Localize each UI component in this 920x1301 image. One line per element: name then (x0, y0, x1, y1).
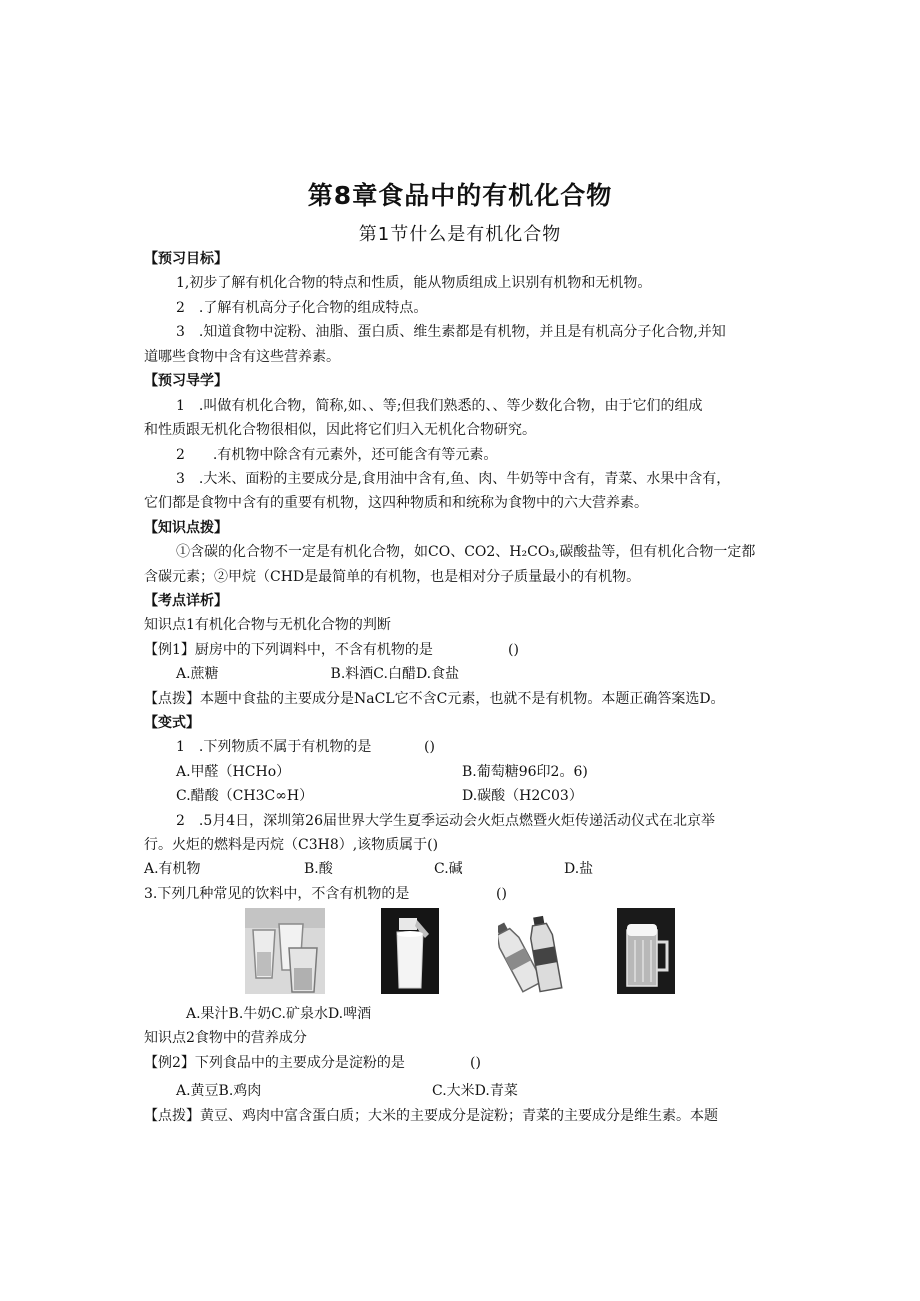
variation-1-option-b: B.葡萄糖96印2。6) (462, 764, 588, 780)
tips-line-1: ①含碳的化合物不一定是有机化合物，如CO、CO2、H₂CO₃,碳酸盐等，但有机化合物一定都 (176, 544, 756, 560)
guide-3-line-1: 3 .大米、面粉的主要成分是,食用油中含有,鱼、肉、牛奶等中含有，青菜、水果中含有， (176, 471, 731, 487)
variation-1-option-d: D.碳酸（H2C03） (462, 788, 583, 804)
knowledge-point-2: 知识点2食物中的营养成分 (144, 1030, 307, 1046)
guide-1-line-1: 1 .叫做有机化合物，简称,如、、等;但我们熟悉的、、等少数化合物，由于它们的组成 (176, 398, 703, 414)
variation-2-option-a: A.有机物 (144, 861, 201, 877)
variation-3-answer-blank: () (496, 886, 507, 902)
example-2-tip: 【点拨】黄豆、鸡肉中富含蛋白质；大米的主要成分是淀粉；青菜的主要成分是维生素。本题 (144, 1108, 718, 1124)
example-1-options: A.蔗糖 B.料酒C.白醋D.食盐 (176, 666, 460, 682)
variation-1-question: 1 .下列物质不属于有机物的是 (176, 739, 372, 755)
mineral-water-image (498, 908, 566, 994)
variation-2-option-d: D.盐 (564, 861, 594, 877)
guide-2: 2 .有机物中除含有元素外，还可能含有等元素。 (176, 447, 498, 463)
example-1-question: 【例1】厨房中的下列调料中，不含有机物的是 (144, 642, 433, 658)
goal-2: 2 .了解有机高分子化合物的组成特点。 (176, 300, 428, 316)
example-2-options-cd: C.大米D.青菜 (432, 1083, 518, 1099)
heading-variation: 【变式】 (144, 715, 200, 731)
heading-preview-goals: 【预习目标】 (144, 251, 228, 267)
section-title: 第1节什么是有机化合物 (358, 224, 562, 245)
guide-1-line-2: 和性质跟无机化合物很相似，因此将它们归入无机化合物研究。 (144, 422, 536, 438)
tips-line-2: 含碳元素；②甲烷（CHD是最简单的有机物，也是相对分子质量最小的有机物。 (144, 569, 641, 585)
goal-3-line-2: 道哪些食物中含有这些营养素。 (144, 349, 340, 365)
variation-3-options: A.果汁B.牛奶C.矿泉水D.啤酒 (186, 1006, 372, 1022)
variation-1-option-c: C.醋酸（CH3C∞H） (176, 788, 314, 804)
knowledge-point-1: 知识点1有机化合物与无机化合物的判断 (144, 617, 391, 633)
variation-2-line-1: 2 .5月4日，深圳第26届世界大学生夏季运动会火炬点燃暨火炬传递活动仪式在北京举 (176, 813, 715, 829)
heading-preview-guide: 【预习导学】 (144, 373, 228, 389)
variation-3-question: 3.下列几种常见的饮料中，不含有机物的是 (144, 886, 410, 902)
variation-2-option-c: C.碱 (434, 861, 463, 877)
variation-1-option-a: A.甲醛（HCHo） (176, 764, 291, 780)
example-1-answer-blank: () (508, 642, 519, 658)
goal-3-line-1: 3 .知道食物中淀粉、油脂、蛋白质、维生素都是有机物，并且是有机高分子化合物,并知 (176, 324, 726, 340)
guide-3-line-2: 它们都是食物中含有的重要有机物，这四种物质和和统称为食物中的六大营养素。 (144, 495, 648, 511)
variation-1-answer-blank: () (424, 739, 435, 755)
heading-knowledge-tips: 【知识点拨】 (144, 520, 228, 536)
milk-image (381, 908, 439, 994)
variation-2-option-b: B.酸 (304, 861, 333, 877)
example-1-tip: 【点拨】本题中食盐的主要成分是NaCL它不含C元素，也就不是有机物。本题正确答案选D。 (144, 691, 725, 707)
beer-image (617, 908, 675, 994)
example-2-question: 【例2】下列食品中的主要成分是淀粉的是 (144, 1055, 405, 1071)
heading-exam-analysis: 【考点详析】 (144, 593, 228, 609)
juice-image (245, 908, 325, 994)
chapter-title: 第8章食品中的有机化合物 (307, 181, 613, 210)
goal-1: 1,初步了解有机化合物的特点和性质，能从物质组成上识别有机物和无机物。 (176, 275, 652, 291)
variation-2-line-2: 行。火炬的燃料是丙烷（C3H8）,该物质属于() (144, 837, 439, 853)
example-2-answer-blank: () (470, 1055, 481, 1071)
example-2-options-ab: A.黄豆B.鸡肉 (176, 1083, 262, 1099)
